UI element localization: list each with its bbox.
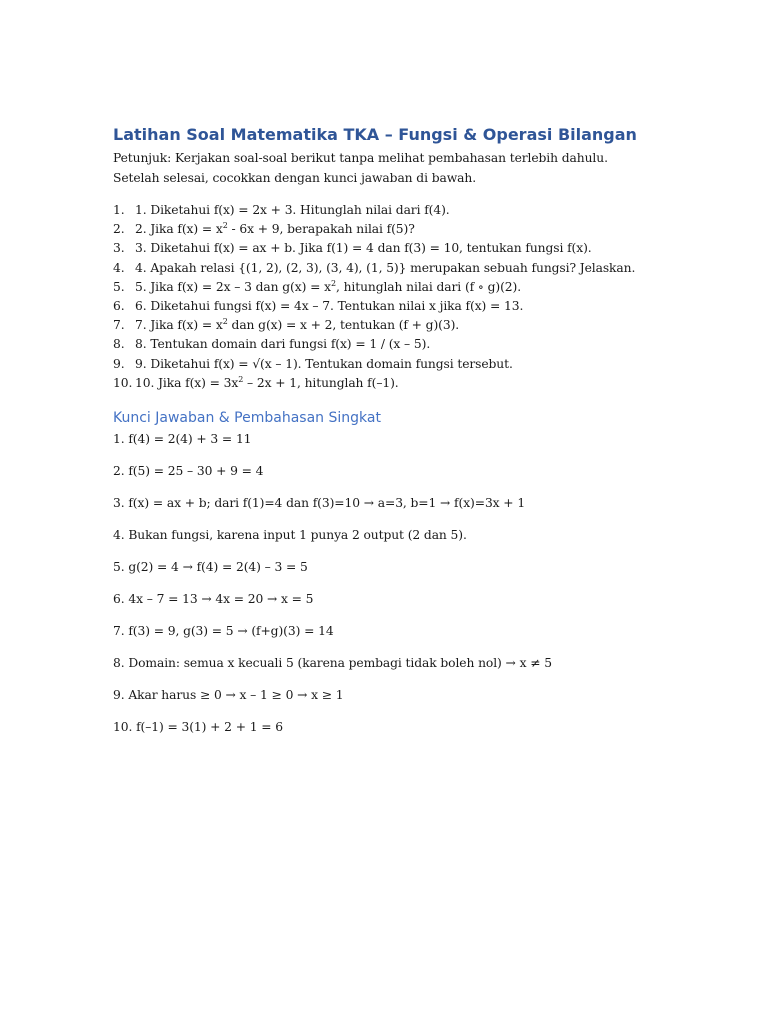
answer-item: 4. Bukan fungsi, karena input 1 punya 2 output (2 dan 5).	[113, 528, 467, 543]
question-item	[113, 297, 653, 316]
question-item	[113, 374, 653, 393]
question-number: 5.	[113, 279, 125, 294]
answer-item: 9. Akar harus ≥ 0 → x – 1 ≥ 0 → x ≥ 1	[113, 688, 344, 703]
instructions-paragraph: Petunjuk: Kerjakan soal-soal berikut tanpa melihat pembahasan terlebih dahulu. Setelah selesai, cocokkan dengan kunci jawaban di bawah.	[113, 151, 608, 185]
answer-key-heading: Kunci Jawaban & Pembahasan Singkat	[113, 410, 381, 427]
question-text: 1. Diketahui f(x) = 2x + 3. Hitunglah nilai dari f(4).	[135, 203, 450, 217]
question-item	[113, 220, 653, 239]
document-content	[113, 124, 653, 751]
question-list	[113, 201, 653, 393]
answer-item: 1. f(4) = 2(4) + 3 = 11	[113, 432, 252, 447]
answer-item: 3. f(x) = ax + b; dari f(1)=4 dan f(3)=10 → a=3, b=1 → f(x)=3x + 1	[113, 496, 526, 511]
document-title: Latihan Soal Matematika TKA – Fungsi & Operasi Bilangan	[113, 125, 637, 144]
answer-item: 8. Domain: semua x kecuali 5 (karena pembagi tidak boleh nol) → x ≠ 5	[113, 656, 552, 671]
question-text: 7. Jika $f(x) = x^2$ dan g(x) = x + 2, tentukan (f + g)(3).	[135, 317, 460, 333]
question-item	[113, 316, 653, 335]
question-number: 8.	[113, 337, 125, 352]
answer-item: 10. f(–1) = 3(1) + 2 + 1 = 6	[113, 720, 283, 735]
question-item	[113, 355, 653, 374]
question-text: 5. Jika f(x) = 2x – 3 dan $g(x) = x^2$, hitunglah nilai dari (f ∘ g)(2).	[135, 278, 522, 294]
answer-key-list	[113, 431, 653, 751]
question-number: 9.	[113, 356, 125, 371]
question-number: 10.	[113, 375, 133, 390]
question-text: 3. Diketahui f(x) = ax + b. Jika f(1) = 4 dan f(3) = 10, tentukan fungsi f(x).	[135, 241, 592, 256]
answer-item: 5. g(2) = 4 → f(4) = 2(4) – 3 = 5	[113, 560, 308, 575]
answer-item: 7. f(3) = 9, g(3) = 5 → (f+g)(3) = 14	[113, 624, 334, 639]
question-text: 4. Apakah relasi {(1, 2), (2, 3), (3, 4), (1, 5)} merupakan sebuah fungsi? Jelaskan.	[135, 260, 636, 275]
question-number: 6.	[113, 299, 125, 314]
question-text: 6. Diketahui fungsi f(x) = 4x – 7. Tentukan nilai x jika f(x) = 13.	[135, 299, 524, 314]
question-text: 2. Jika $f(x) = x^2 - 6x + 9$, berapakah nilai f(5)?	[135, 221, 415, 237]
question-text: 8. Tentukan domain dari fungsi f(x) = 1 / (x – 5).	[135, 337, 431, 352]
question-item	[113, 278, 653, 297]
question-number: 3.	[113, 241, 125, 256]
question-item	[113, 201, 653, 220]
question-number: 2.	[113, 222, 125, 237]
answer-item: 2. f(5) = 25 – 30 + 9 = 4	[113, 464, 264, 479]
question-text: 9. Diketahui f(x) = √(x – 1). Tentukan domain fungsi tersebut.	[135, 356, 513, 371]
question-item	[113, 259, 653, 278]
question-item	[113, 239, 653, 258]
question-number: 4.	[113, 260, 125, 275]
question-item	[113, 335, 653, 354]
answer-item: 6. 4x – 7 = 13 → 4x = 20 → x = 5	[113, 592, 314, 607]
question-number: 1.	[113, 203, 125, 217]
question-text: 10. Jika $f(x) = 3x^2 - 2x + 1$, hitunglah f(–1).	[135, 374, 399, 390]
question-number: 7.	[113, 318, 125, 333]
